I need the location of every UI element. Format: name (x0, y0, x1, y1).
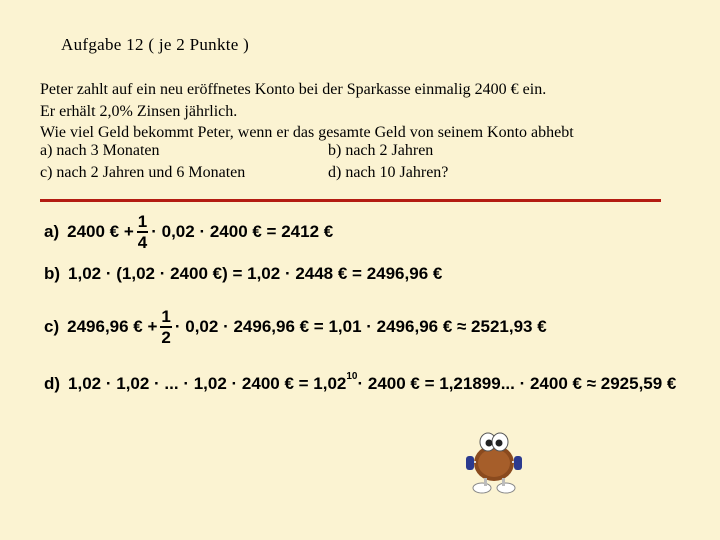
divider-rule (40, 199, 661, 202)
solution-b (44, 264, 442, 284)
solution-c (44, 307, 547, 347)
solution-a-post: · 0,02 · 2400 € = 2412 € (151, 221, 334, 241)
solution-c-denominator: 2 (161, 327, 171, 347)
solution-d-exponent: 10 (346, 370, 358, 382)
task-item-b: b) nach 2 Jahren (328, 142, 434, 159)
solution-b-label: b) (44, 264, 61, 283)
task-items-row-2 (40, 162, 449, 184)
solution-a-label: a) (44, 221, 60, 241)
solution-c-numerator: 1 (161, 307, 171, 326)
solution-a-denominator: 4 (137, 232, 148, 252)
task-line-2: Er erhält 2,0% Zinsen jährlich. (40, 102, 238, 120)
task-text (40, 79, 574, 144)
task-item-d: d) nach 10 Jahren? (328, 163, 449, 181)
task-line-1: Peter zahlt auf ein neu eröffnetes Konto bei der Sparkasse einmalig 2400 € ein. (40, 81, 547, 98)
solution-c-post: · 0,02 · 2496,96 € = 1,01 · 2496,96 € ≈ 2521,93 € (174, 316, 547, 336)
coin-mascot-icon (462, 428, 526, 496)
solution-d (44, 370, 677, 394)
task-item-c: c) nach 2 Jahren und 6 Monaten (40, 163, 246, 181)
solution-c-label: c) (44, 316, 60, 336)
solution-c-fraction (160, 307, 171, 347)
page-title: Aufgabe 12 ( je 2 Punkte ) (61, 35, 250, 54)
solution-a-pre: 2400 € + (67, 221, 134, 241)
solution-a (44, 212, 333, 252)
solution-d-label: d) (44, 374, 61, 393)
task-items (40, 140, 449, 183)
task-items-row-1 (40, 140, 434, 162)
solution-b-text: 1,02 · (1,02 · 2400 €) = 1,02 · 2448 € = 2496,96 € (68, 264, 443, 283)
solution-d-post: · 2400 € = 1,21899... · 2400 € ≈ 2925,59 € (357, 374, 677, 393)
solution-d-pre: 1,02 · 1,02 · ... · 1,02 · 2400 € = 1,02 (68, 374, 347, 393)
task-item-a: a) nach 3 Monaten (40, 142, 160, 159)
solution-a-fraction (137, 212, 148, 252)
task-line-3: Wie viel Geld bekommt Peter, wenn er das gesamte Geld von seinem Konto abhebt (40, 124, 574, 141)
solution-c-pre: 2496,96 € + (67, 316, 158, 336)
solution-a-numerator: 1 (137, 212, 148, 231)
